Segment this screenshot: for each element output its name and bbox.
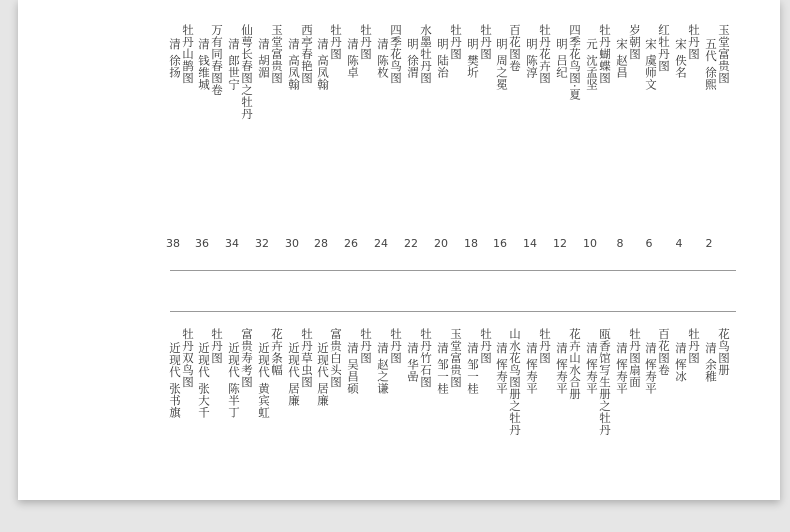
entry-author: 清 高凤翰 (287, 38, 301, 91)
toc-entry (168, 328, 194, 418)
entry-author: 明 吕纪 (555, 38, 569, 79)
page-number: 8 (616, 237, 624, 250)
toc-entry (197, 328, 223, 418)
toc-entry (644, 24, 670, 90)
entry-author: 清 恽冰 (674, 342, 688, 383)
entry-author: 五代 徐熙 (704, 38, 718, 91)
entry-author: 宋 赵昌 (615, 38, 629, 79)
toc-entry (406, 328, 432, 388)
entry-title: 牡丹图 (449, 24, 463, 60)
toc-entry (585, 24, 611, 90)
entry-title: 山水花鸟图册之牡丹 (508, 328, 522, 436)
entry-title: 牡丹图 (210, 328, 224, 364)
entry-title: 牡丹图扇面 (628, 328, 642, 388)
entry-title: 四季花鸟图 (389, 24, 403, 84)
entry-title: 红牡丹图 (657, 24, 671, 72)
toc-entry (525, 328, 551, 394)
toc-entry (346, 328, 372, 394)
entry-title: 富贵白头图 (329, 328, 343, 388)
entry-title: 牡丹图 (538, 328, 552, 364)
entry-title: 牡丹双鸟图 (181, 328, 195, 388)
entry-author: 清 恽寿平 (495, 342, 509, 395)
entry-author: 清 邹一桂 (436, 342, 450, 395)
entry-author: 清 恽寿平 (615, 342, 629, 395)
toc-entry (287, 328, 313, 406)
page-number: 12 (553, 237, 567, 250)
toc-entry (615, 328, 641, 394)
entry-title: 岁朝图 (628, 24, 642, 60)
page-number: 10 (583, 237, 597, 250)
entry-author: 明 徐渭 (406, 38, 420, 79)
entry-author: 清 胡湄 (257, 38, 271, 79)
entry-author: 清 赵之谦 (376, 342, 390, 395)
entry-author: 清 邹一桂 (466, 342, 480, 395)
toc-entry (376, 328, 402, 394)
page-number: 28 (314, 237, 328, 250)
entry-author: 近现代 张大千 (197, 342, 211, 419)
page-number: 6 (645, 237, 653, 250)
page-number: 20 (434, 237, 448, 250)
page-number: 24 (374, 237, 388, 250)
toc-entry (197, 24, 223, 96)
page-number: 32 (255, 237, 269, 250)
toc-entry (257, 328, 283, 418)
page-number: 4 (675, 237, 683, 250)
toc-entry (316, 24, 342, 90)
toc-entry (436, 328, 462, 394)
page-number: 34 (225, 237, 239, 250)
entry-title: 花鸟图册 (717, 328, 731, 376)
page-number: 38 (166, 237, 180, 250)
toc-entry (406, 24, 432, 84)
toc-entry (466, 24, 492, 78)
entry-author: 清 陈卓 (346, 38, 360, 79)
entry-title: 牡丹图 (329, 24, 343, 60)
toc-entry (704, 328, 730, 382)
toc-entry (704, 24, 730, 90)
entry-title: 仙萼长春图之牡丹 (240, 24, 254, 120)
entry-author: 清 恽寿平 (644, 342, 658, 395)
entry-author: 清 钱维城 (197, 38, 211, 91)
entry-author: 明 陈淳 (525, 38, 539, 79)
entry-author: 近现代 黄宾虹 (257, 342, 271, 419)
entry-author: 清 郎世宁 (227, 38, 241, 91)
entry-title: 牡丹图 (359, 24, 373, 60)
entry-title: 牡丹竹石图 (419, 328, 433, 388)
page-number: 36 (195, 237, 209, 250)
page-number: 14 (523, 237, 537, 250)
entry-title: 百花图卷 (657, 328, 671, 376)
entry-title: 花卉山水合册 (568, 328, 582, 400)
entry-author: 清 吴昌硕 (346, 342, 360, 395)
toc-entry (615, 24, 641, 78)
document-page (18, 0, 780, 500)
entry-author: 明 樊圻 (466, 38, 480, 79)
entry-author: 清 徐扬 (168, 38, 182, 79)
entry-title: 牡丹蝴蝶图 (598, 24, 612, 84)
entry-title: 玉堂富贵图 (449, 328, 463, 388)
toc-entry (168, 24, 194, 84)
entry-author: 明 陆治 (436, 38, 450, 79)
entry-title: 牡丹草虫图 (300, 328, 314, 388)
entry-title: 花卉条幅 (270, 328, 284, 376)
toc-entry (585, 328, 611, 436)
entry-title: 四季花鸟图·夏 (568, 24, 582, 101)
entry-title: 瓯香馆写生册之牡丹 (598, 328, 612, 436)
page-number: 22 (404, 237, 418, 250)
divider-rule (170, 311, 736, 312)
entry-title: 牡丹图 (479, 328, 493, 364)
entry-author: 近现代 陈半丁 (227, 342, 241, 419)
toc-entry (644, 328, 670, 394)
toc-entry (287, 24, 313, 90)
entry-author: 近现代 居廉 (287, 342, 301, 407)
entry-title: 牡丹图 (389, 328, 403, 364)
toc-entry (466, 328, 492, 394)
toc-entry (555, 24, 581, 100)
toc-entry (227, 328, 253, 418)
entry-title: 玉堂富贵图 (717, 24, 731, 84)
entry-author: 近现代 居廉 (316, 342, 330, 407)
toc-entry (674, 24, 700, 78)
page-number: 30 (285, 237, 299, 250)
entry-title: 万有同春图卷 (210, 24, 224, 96)
toc-entry (525, 24, 551, 84)
entry-title: 牡丹山鹊图 (181, 24, 195, 84)
entry-title: 牡丹图 (359, 328, 373, 364)
entry-author: 清 余稚 (704, 342, 718, 383)
entry-author: 近现代 张书旗 (168, 342, 182, 419)
toc-entry (436, 24, 462, 78)
entry-title: 牡丹图 (687, 328, 701, 364)
entry-author: 清 高凤翰 (316, 38, 330, 91)
toc-entry (674, 328, 700, 382)
entry-author: 清 恽寿平 (585, 342, 599, 395)
toc-entry (495, 24, 521, 90)
entry-author: 明 周之冕 (495, 38, 509, 91)
toc-entry (346, 24, 372, 78)
entry-title: 牡丹图 (479, 24, 493, 60)
toc-entry (257, 24, 283, 84)
page-number: 26 (344, 237, 358, 250)
divider-rule (170, 270, 736, 271)
entry-title: 西亭春艳图 (300, 24, 314, 84)
page-number: 2 (705, 237, 713, 250)
entry-author: 清 恽寿平 (525, 342, 539, 395)
entry-author: 宋 虞师文 (644, 38, 658, 91)
page-number: 16 (493, 237, 507, 250)
entry-title: 富贵寿考图 (240, 328, 254, 388)
page-number: 18 (464, 237, 478, 250)
entry-title: 百花图卷 (508, 24, 522, 72)
toc-entry (227, 24, 253, 120)
entry-author: 宋 佚名 (674, 38, 688, 79)
entry-author: 清 陈枚 (376, 38, 390, 79)
entry-title: 玉堂富贵图 (270, 24, 284, 84)
toc-entry (376, 24, 402, 84)
entry-author: 元 沈孟坚 (585, 38, 599, 91)
entry-author: 清 恽寿平 (555, 342, 569, 395)
toc-entry (555, 328, 581, 400)
entry-title: 牡丹花卉图 (538, 24, 552, 84)
entry-title: 水墨牡丹图 (419, 24, 433, 84)
toc-entry (495, 328, 521, 436)
entry-author: 清 华嵒 (406, 342, 420, 383)
entry-title: 牡丹图 (687, 24, 701, 60)
toc-entry (316, 328, 342, 406)
